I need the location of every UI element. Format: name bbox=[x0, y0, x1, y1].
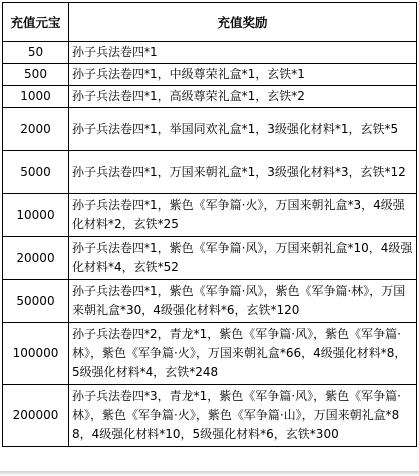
amount-cell: 20000 bbox=[3, 237, 69, 280]
amount-cell: 5000 bbox=[3, 151, 69, 194]
table-row bbox=[3, 86, 417, 108]
reward-cell: 孙子兵法卷四*1，高级尊荣礼盒*1，玄铁*2 bbox=[69, 86, 417, 108]
amount-cell: 500 bbox=[3, 64, 69, 86]
table-row bbox=[3, 64, 417, 86]
recharge-reward-table bbox=[2, 2, 417, 447]
table-row bbox=[3, 151, 417, 194]
table-row bbox=[3, 194, 417, 237]
table-header-row bbox=[3, 3, 417, 42]
table-row bbox=[3, 108, 417, 151]
reward-cell: 孙子兵法卷四*1 bbox=[69, 42, 417, 64]
amount-cell: 100000 bbox=[3, 323, 69, 385]
reward-cell: 孙子兵法卷四*3，青龙*1，紫色《军争篇·风》，紫色《军争篇·林》，紫色《军争篇·火》，紫色《军争篇·山》，万国来朝礼盒*88，4级强化材料*10，5级强化材料*6，玄铁*300 bbox=[69, 385, 417, 447]
amount-cell: 50 bbox=[3, 42, 69, 64]
table-row bbox=[3, 323, 417, 385]
bottom-edge-shadow bbox=[0, 471, 419, 476]
reward-cell: 孙子兵法卷四*1，紫色《军争篇·火》，万国来朝礼盒*3，4级强化材料*2，玄铁*25 bbox=[69, 194, 417, 237]
reward-cell: 孙子兵法卷四*1，举国同欢礼盒*1，3级强化材料*1，玄铁*5 bbox=[69, 108, 417, 151]
reward-cell: 孙子兵法卷四*1，中级尊荣礼盒*1，玄铁*1 bbox=[69, 64, 417, 86]
amount-cell: 10000 bbox=[3, 194, 69, 237]
amount-cell: 200000 bbox=[3, 385, 69, 447]
table-row bbox=[3, 237, 417, 280]
amount-cell: 2000 bbox=[3, 108, 69, 151]
reward-cell: 孙子兵法卷四*2，青龙*1，紫色《军争篇·风》，紫色《军争篇·林》，紫色《军争篇·火》，万国来朝礼盒*66，4级强化材料*8，5级强化材料*4，玄铁*248 bbox=[69, 323, 417, 385]
table-row bbox=[3, 42, 417, 64]
table-row bbox=[3, 280, 417, 323]
table-row bbox=[3, 385, 417, 447]
reward-cell: 孙子兵法卷四*1，紫色《军争篇·风》，紫色《军争篇·林》，万国来朝礼盒*30，4级强化材料*6，玄铁*120 bbox=[69, 280, 417, 323]
header-reward: 充值奖励 bbox=[69, 3, 417, 42]
amount-cell: 1000 bbox=[3, 86, 69, 108]
reward-cell: 孙子兵法卷四*1，紫色《军争篇·风》，万国来朝礼盒*10，4级强化材料*4，玄铁*52 bbox=[69, 237, 417, 280]
reward-cell: 孙子兵法卷四*1，万国来朝礼盒*1，3级强化材料*3，玄铁*12 bbox=[69, 151, 417, 194]
header-amount: 充值元宝 bbox=[3, 3, 69, 42]
amount-cell: 50000 bbox=[3, 280, 69, 323]
